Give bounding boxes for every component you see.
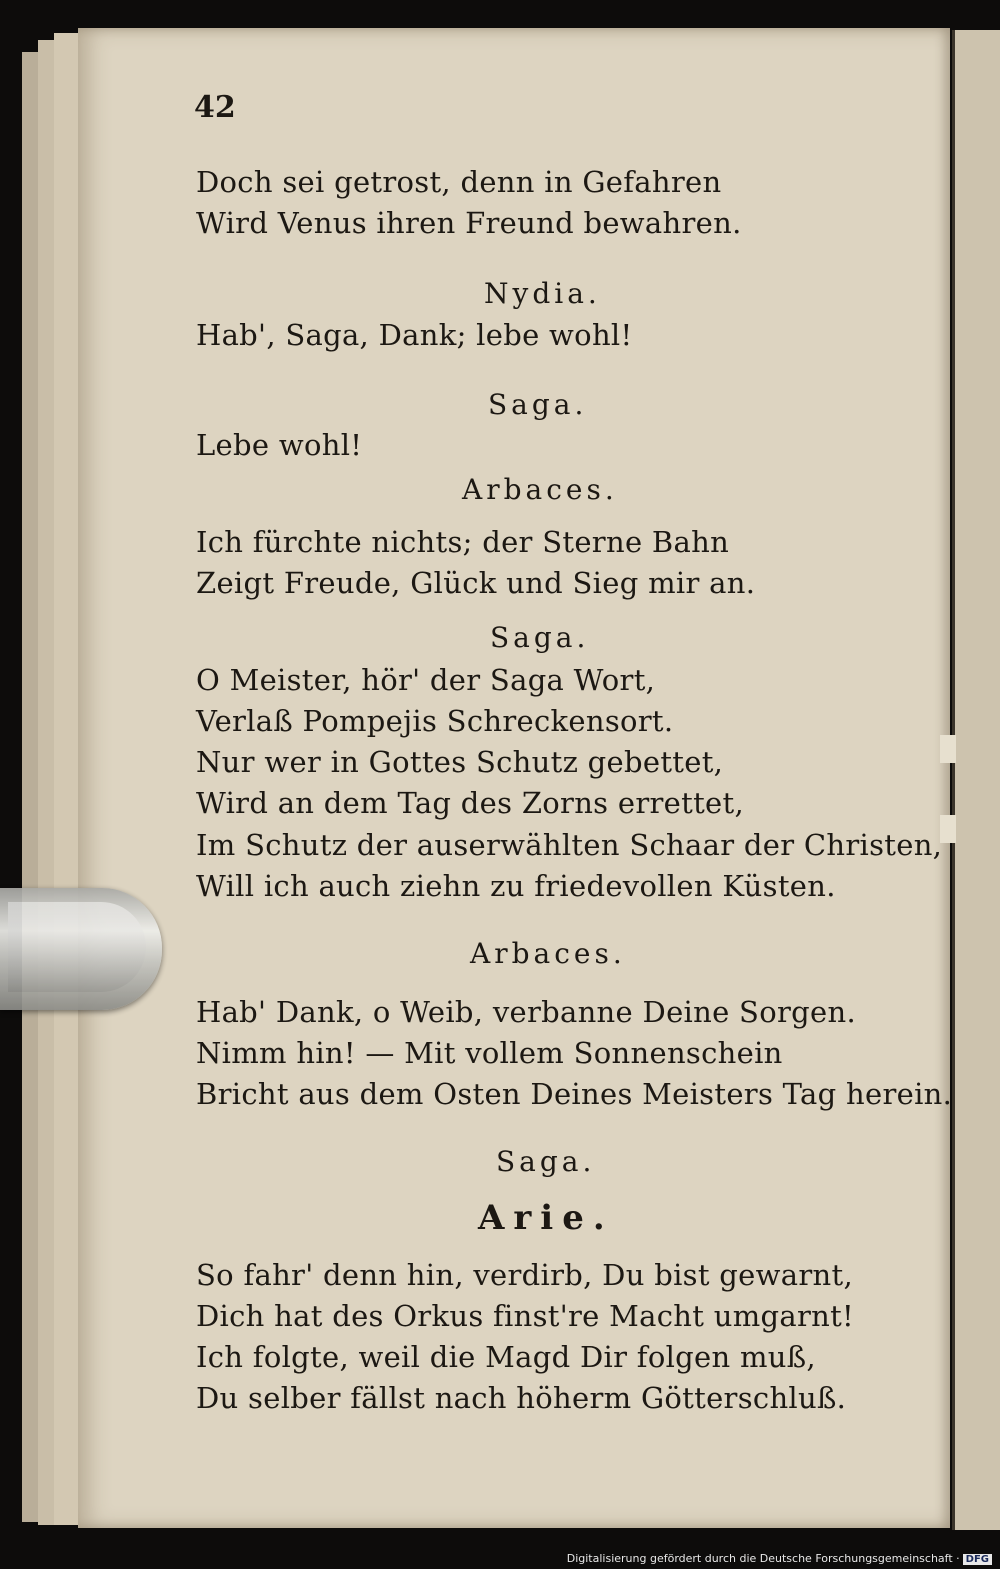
verse-line: Hab', Saga, Dank; lebe wohl!	[196, 318, 633, 352]
section-heading: Arie.	[478, 1198, 614, 1238]
verse-line: Verlaß Pompejis Schreckensort.	[196, 704, 674, 738]
dfg-logo: DFG	[963, 1554, 992, 1565]
digitization-credit	[567, 1552, 992, 1565]
speaker-name: Arbaces.	[470, 937, 626, 970]
verse-line: Ich fürchte nichts; der Sterne Bahn	[196, 525, 730, 559]
page-number: 42	[194, 90, 236, 125]
facing-page-edge	[952, 30, 1000, 1530]
speaker-name: Saga.	[496, 1145, 596, 1178]
page-tear	[940, 735, 956, 763]
verse-line: Bricht aus dem Osten Deines Meisters Tag herein.	[196, 1077, 953, 1111]
verse-line: O Meister, hör' der Saga Wort,	[196, 663, 656, 697]
verse-line: Dich hat des Orkus finst're Macht umgarnt!	[196, 1299, 855, 1333]
verse-line: Zeigt Freude, Glück und Sieg mir an.	[196, 566, 756, 600]
credit-text: Digitalisierung gefördert durch die Deutsche Forschungsgemeinschaft ·	[566, 1552, 960, 1565]
speaker-name: Arbaces.	[462, 473, 618, 506]
page-clip	[0, 888, 162, 1010]
verse-line: Wird Venus ihren Freund bewahren.	[196, 206, 742, 240]
verse-line: Hab' Dank, o Weib, verbanne Deine Sorgen.	[196, 995, 856, 1029]
verse-line: Doch sei getrost, denn in Gefahren	[196, 165, 722, 199]
verse-line: Nimm hin! — Mit vollem Sonnenschein	[196, 1036, 783, 1070]
speaker-name: Saga.	[490, 621, 590, 654]
verse-line: Nur wer in Gottes Schutz gebettet,	[196, 745, 724, 779]
page-tear	[940, 815, 956, 843]
speaker-name: Saga.	[488, 388, 588, 421]
verse-line: So fahr' denn hin, verdirb, Du bist gewarnt,	[196, 1258, 853, 1292]
verse-line: Wird an dem Tag des Zorns errettet,	[196, 786, 744, 820]
verse-line: Du selber fällst nach höherm Götterschluß.	[196, 1381, 847, 1415]
verse-line: Will ich auch ziehn zu friedevollen Küsten.	[196, 869, 836, 903]
verse-line: Im Schutz der auserwählten Schaar der Christen,	[196, 828, 943, 862]
speaker-name: Nydia.	[484, 277, 601, 310]
verse-line: Ich folgte, weil die Magd Dir folgen muß,	[196, 1340, 816, 1374]
verse-line: Lebe wohl!	[196, 428, 363, 462]
